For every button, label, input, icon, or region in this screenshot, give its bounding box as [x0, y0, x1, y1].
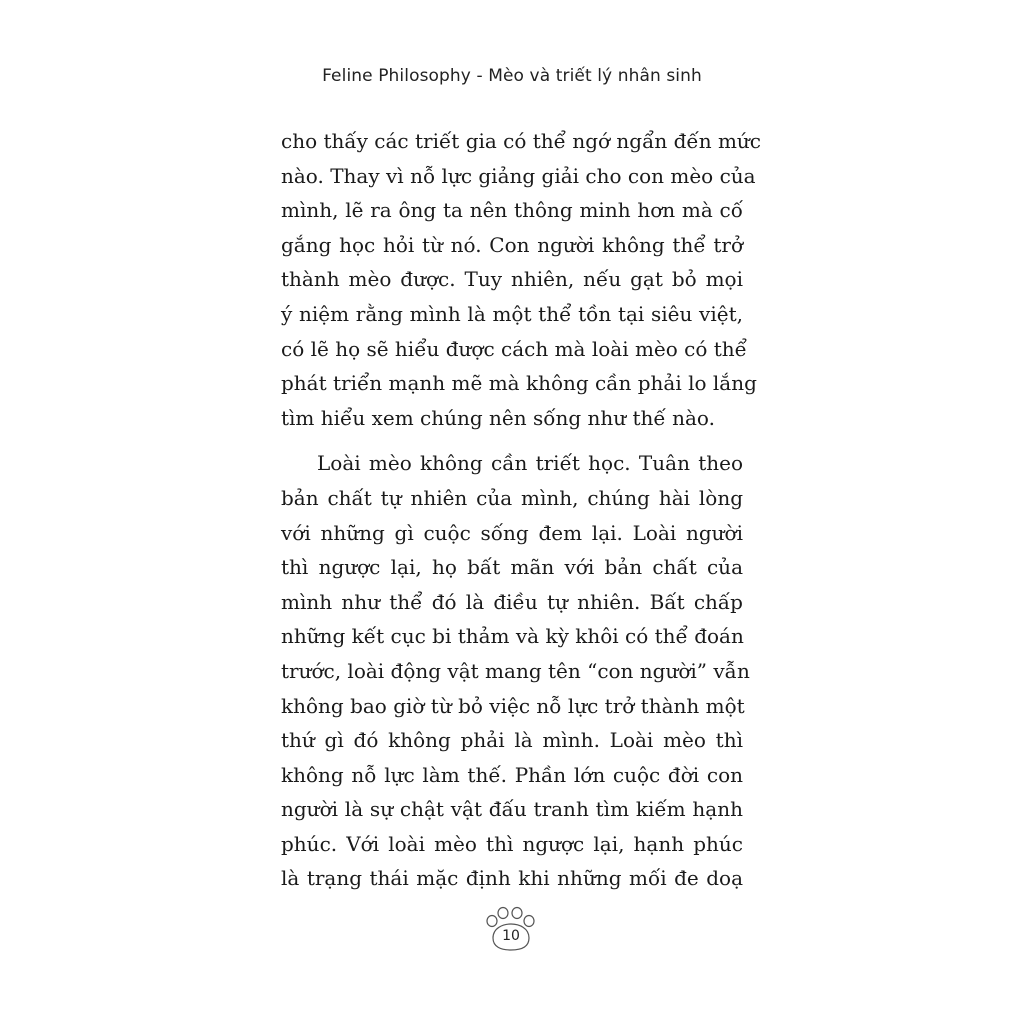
text-line: thứ gì đó không phải là mình. Loài mèo thì	[281, 728, 743, 753]
text-line: không bao giờ từ bỏ việc nỗ lực trở thành một	[281, 693, 745, 718]
text-line: cho thấy các triết gia có thể ngớ ngẩn đến mức	[281, 129, 761, 153]
text-line: phúc. Với loài mèo thì ngược lại, hạnh phúc	[281, 831, 743, 856]
text-line: bản chất tự nhiên của mình, chúng hài lòng	[281, 485, 743, 510]
page-number: 10	[502, 928, 520, 944]
text-line: là trạng thái mặc định khi những mối đe doạ	[281, 866, 743, 891]
text-line: trước, loài động vật mang tên “con người” vẫn	[281, 658, 750, 683]
page-number-badge	[479, 906, 543, 952]
text-line: với những gì cuộc sống đem lại. Loài người	[281, 520, 743, 545]
text-line: có lẽ họ sẽ hiểu được cách mà loài mèo có thể	[281, 336, 747, 361]
text-line: Loài mèo không cần triết học. Tuân theo	[317, 451, 743, 476]
text-line: không nỗ lực làm thế. Phần lớn cuộc đời con	[281, 762, 743, 787]
text-line: phát triển mạnh mẽ mà không cần phải lo lắng	[281, 371, 757, 396]
paragraph-1	[281, 124, 761, 435]
text-line: tìm hiểu xem chúng nên sống như thế nào.	[281, 405, 715, 430]
paragraph-2	[281, 446, 750, 896]
text-line: thành mèo được. Tuy nhiên, nếu gạt bỏ mọi	[281, 267, 743, 292]
text-line: gắng học hỏi từ nó. Con người không thể trở	[281, 232, 743, 257]
text-line: nào. Thay vì nỗ lực giảng giải cho con mèo của	[281, 163, 756, 188]
text-line: mình, lẽ ra ông ta nên thông minh hơn mà cố	[281, 198, 743, 223]
text-line: người là sự chật vật đấu tranh tìm kiếm hạnh	[281, 797, 743, 822]
text-line: ý niệm rằng mình là một thể tồn tại siêu việt,	[281, 301, 743, 326]
body-text	[281, 124, 761, 896]
text-line: những kết cục bi thảm và kỳ khôi có thể đoán	[281, 624, 744, 649]
text-line: mình như thể đó là điều tự nhiên. Bất chấp	[281, 589, 743, 614]
running-header: Feline Philosophy - Mèo và triết lý nhân sinh	[322, 66, 702, 86]
text-line: thì ngược lại, họ bất mãn với bản chất của	[281, 555, 743, 580]
